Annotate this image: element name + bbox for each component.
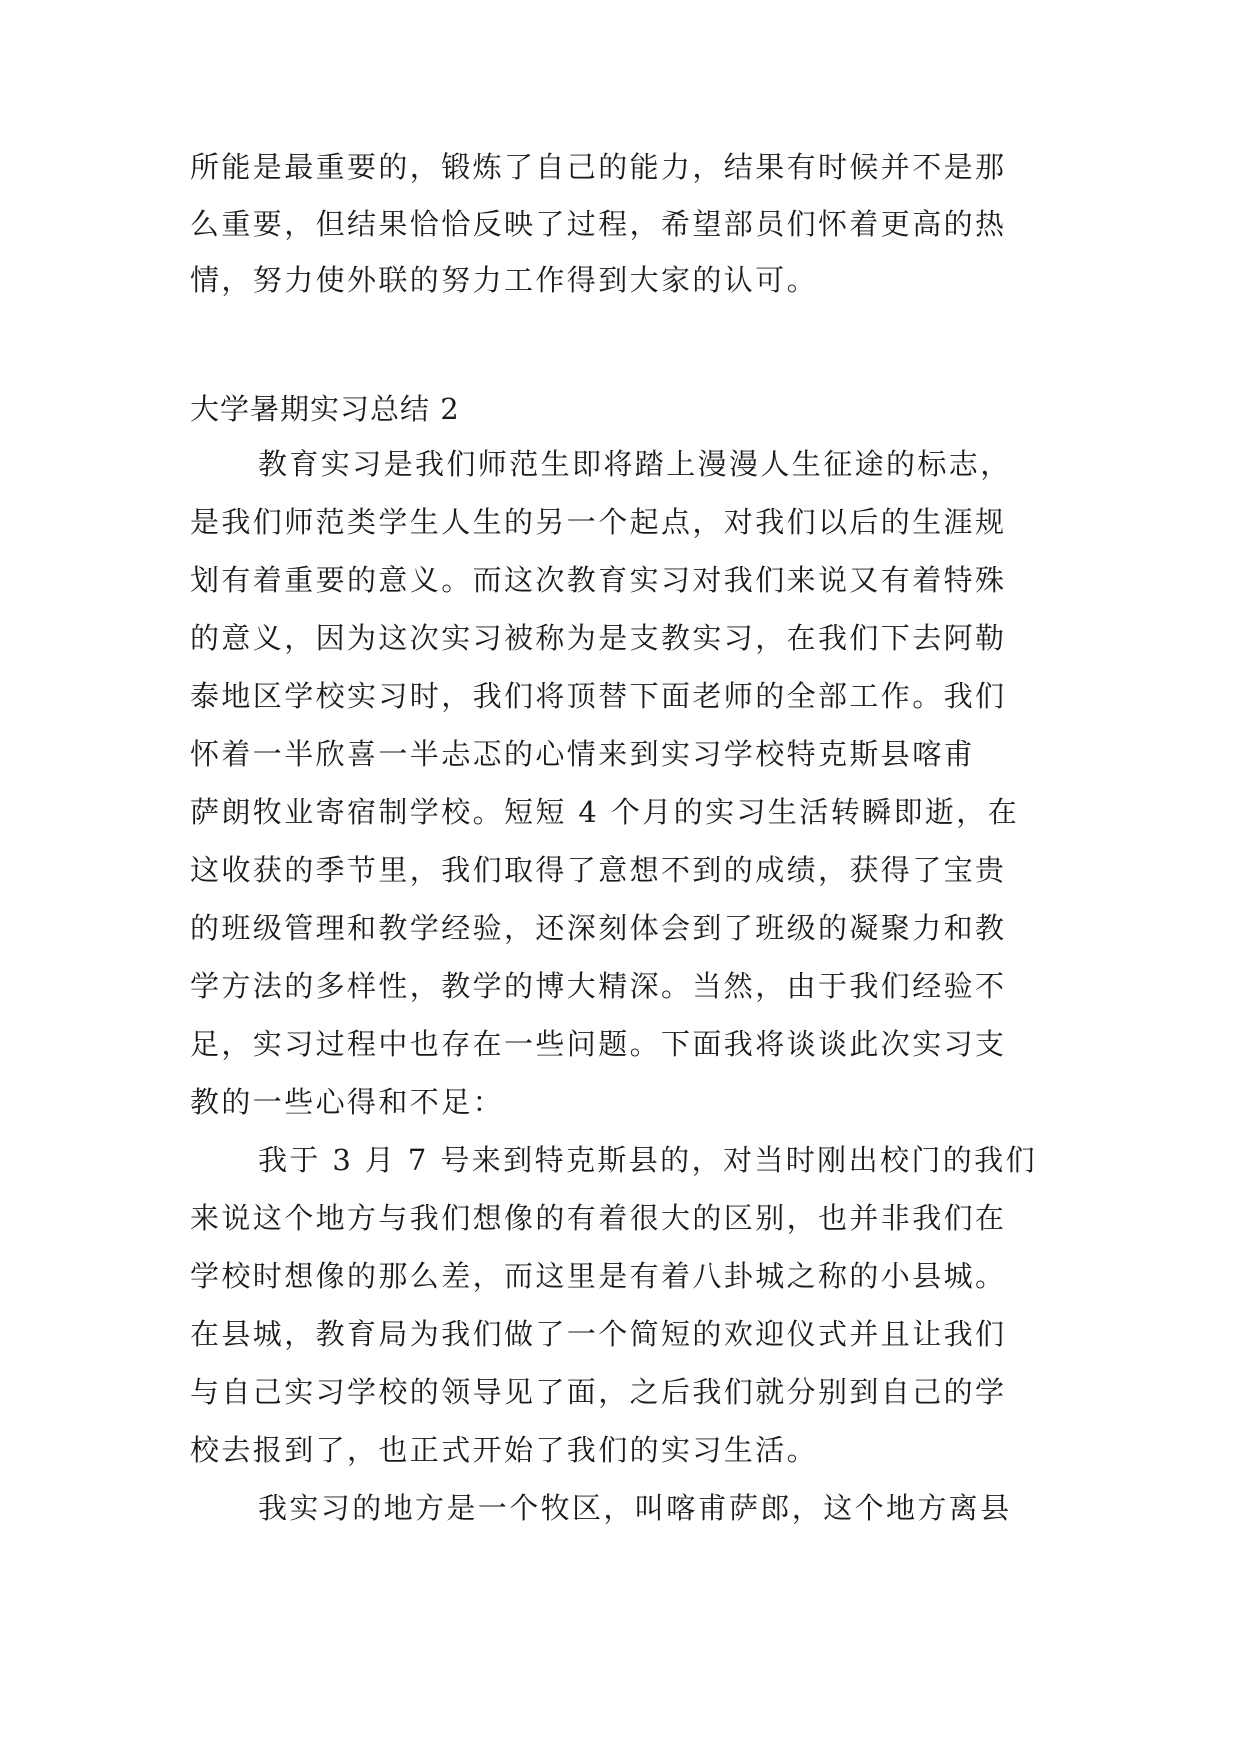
text-line: 来说这个地方与我们想像的有着很大的区别，也并非我们在 xyxy=(190,1201,1007,1235)
text-line: 在县城，教育局为我们做了一个简短的欢迎仪式并且让我们 xyxy=(190,1317,1007,1351)
text-line: 泰地区学校实习时，我们将顶替下面老师的全部工作。我们 xyxy=(190,679,1007,713)
text-line: 么重要，但结果恰恰反映了过程，希望部员们怀着更高的热 xyxy=(190,207,1007,241)
text-line: 这收获的季节里，我们取得了意想不到的成绩，获得了宝贵 xyxy=(190,853,1007,887)
text-line: 所能是最重要的，锻炼了自己的能力，结果有时候并不是那 xyxy=(190,150,1007,184)
text-line: 校去报到了，也正式开始了我们的实习生活。 xyxy=(190,1433,819,1467)
text-line: 是我们师范类学生人生的另一个起点，对我们以后的生涯规 xyxy=(190,505,1007,539)
text-line: 萨朗牧业寄宿制学校。短短 4 个月的实习生活转瞬即逝，在 xyxy=(190,795,1020,829)
text-line: 的班级管理和教学经验，还深刻体会到了班级的凝聚力和教 xyxy=(190,911,1007,945)
text-line: 我实习的地方是一个牧区，叫喀甫萨郎，这个地方离县 xyxy=(258,1491,1012,1525)
section-title: 大学暑期实习总结 2 xyxy=(190,392,460,426)
text-line: 学校时想像的那么差，而这里是有着八卦城之称的小县城。 xyxy=(190,1259,1007,1293)
text-line: 学方法的多样性，教学的博大精深。当然，由于我们经验不 xyxy=(190,969,1007,1003)
text-line: 划有着重要的意义。而这次教育实习对我们来说又有着特殊 xyxy=(190,563,1007,597)
text-line: 我于 3 月 7 号来到特克斯县的，对当时刚出校门的我们 xyxy=(258,1143,1037,1177)
text-line: 与自己实习学校的领导见了面，之后我们就分别到自己的学 xyxy=(190,1375,1007,1409)
text-line: 教的一些心得和不足： xyxy=(190,1085,505,1119)
text-line: 情，努力使外联的努力工作得到大家的认可。 xyxy=(190,263,819,297)
text-line: 教育实习是我们师范生即将踏上漫漫人生征途的标志， xyxy=(258,447,1012,481)
text-line: 怀着一半欣喜一半忐忑的心情来到实习学校特克斯县喀甫 xyxy=(190,737,976,771)
text-line: 的意义，因为这次实习被称为是支教实习，在我们下去阿勒 xyxy=(190,621,1007,655)
text-line: 足，实习过程中也存在一些问题。下面我将谈谈此次实习支 xyxy=(190,1027,1007,1061)
